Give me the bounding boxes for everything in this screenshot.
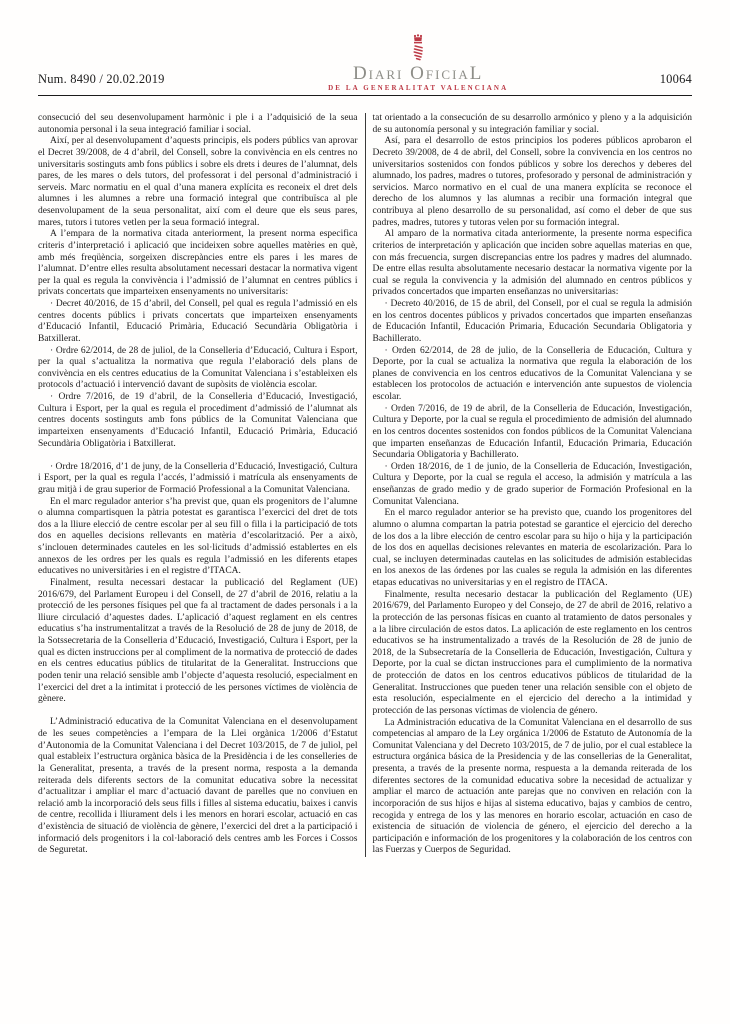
page-header <box>38 34 692 96</box>
paragraph: · Decret 40/2016, de 15 d’abril, del Consell, pel qual es regula l’admissió en els centres docents públics i privats concertats que imparteixen ensenyaments d’Educació Infantil, Educació Primària, Educació Secundària Obligatòria i Batxillerat. <box>38 299 358 344</box>
paragraph: Al amparo de la normativa citada anteriormente, la presente norma especifica criterios de interpretación y aplicación que inciden sobre aquellas materias en que, con más frecuencia, surgen discrepancias entre los padres y madres del alumnado. De entre ellas resulta absolutamente necesario destacar la normativa vigente por la cual se regula la convivencia y la admisión del alumnado en centros públicos y privados concertados que imparten enseñanzas no universitarias: <box>372 229 692 298</box>
page-number: 10064 <box>659 72 692 86</box>
paragraph: · Orden 7/2016, de 19 de abril, de la Conselleria de Educación, Investigación, Cultura y Deporte, por la cual se regula el procedimiento de admisión del alumnado en los centros docentes sostenidos con fondos públicos de la Comunitat Valenciana que imparten enseñanzas de Educación Infantil, Educación Primaria, Educación Secundaria Obligatoria y Bachillerato. <box>372 403 692 461</box>
paragraph: · Ordre 62/2014, de 28 de juliol, de la Conselleria d’Educació, Cultura i Esport, per la qual s’actualitza la normativa que regula l’elaboració dels plans de convivència en els centres educatius de la Comunitat Valenciana i s’estableixen els protocols d’actuació i intervenció davant de supòsits de violència escolar. <box>38 345 358 391</box>
logo-title: Diari OficiaL <box>352 63 484 84</box>
paragraph: consecució del seu desenvolupament harmònic i ple i a l’adquisició de la seua autonomia personal i la seua integració familiar i social. <box>38 113 358 135</box>
paragraph: · Decreto 40/2016, de 15 de abril, del Consell, por el cual se regula la admisión en los centros docentes públicos y privados concertados que imparten enseñanzas de Educación Infantil, Educación Primaria, Educación Secundaria Obligatoria y Bachillerato. <box>372 299 692 344</box>
paragraph: L’Administració educativa de la Comunitat Valenciana en el desenvolupament de les seues competències a l’empara de la Llei orgànica 1/2006 d’Estatut d’Autonomia de la Comunitat Valenciana i del Decret 103/2015, de 7 de juliol, pel qual estableix l’estructura orgànica bàsica de la Presidència i de les conselleries de la Generalitat, presenta, a través de la present norma, resposta a la demanda reiterada dels diferents sectors de la comunitat educativa sobre la necessitat d’actualitzar i ampliar el marc d’actuació davant de parelles que no conviuen en relació amb la incorporació dels seus fills i filles al sistema educatiu, baixes i canvis de centre, recollida i lliurament dels i les menors en horari escolar, actuació en cas d’existència de situació de violència de gènere, l’exercici del dret a la participació i informació dels progenitors i la col·laboració dels centres amb les Forces i Cossos de Seguretat. <box>38 717 358 856</box>
paragraph: · Ordre 18/2016, d’1 de juny, de la Conselleria d’Educació, Investigació, Cultura i Esport, per la qual es regula l’accés, l’admissió i matrícula als ensenyaments de grau mitjà i de grau superior de Formació Professional a la Comunitat Valenciana. <box>38 461 358 495</box>
paragraph: En el marc regulador anterior s’ha previst que, quan els progenitors de l’alumne o alumna compartisquen la pàtria potestat es garantisca l’exercici del dret de tots dos a la lliure elecció de centre escolar per al seu fill o filla i la participació de tots dos en aquelles decisions rellevants en matèria d’escolarització. Per a això, s’inclouen determinades cauteles en les sol·licituds d’admissió establertes en els annexos de les ordres per les quals es regula l’admissió en les diferents etapes educatives no universitàries i en el registre d’ITACA. <box>38 496 358 577</box>
issue-number: Num. 8490 / 20.02.2019 <box>38 72 165 86</box>
paragraph: Así, para el desarrollo de estos principios los poderes públicos aprobaron el Decreto 39/2008, de 4 de abril, del Consell, sobre la convivencia en los centros no universitarios sostenidos con fondos públicos y sobre los derechos y deberes del alumnado, los padres, madres o tutores, profesorado y personal de administración y servicios. Marco normativo en el cual de una manera explícita se reconoce el derecho de los alumnos y las alumnas a recibir una formación integral que contribuya al pleno desarrollo de su personalidad, así como el deber de que sus padres, madres, tutores y tutoras velen por su formación integral. <box>372 136 692 228</box>
paragraph: · Ordre 7/2016, de 19 d’abril, de la Conselleria d’Educació, Investigació, Cultura i Esport, per la qual es regula el procediment d’admissió de l’alumnat als centres docents sostinguts amb fons públics de la Comunitat Valenciana que imparteixen ensenyaments d’Educació Infantil, Educació Primària, Educació Secundària Obligatòria i Batxillerat. <box>38 392 358 449</box>
paragraph: tat orientado a la consecución de su desarrollo armónico y pleno y a la adquisición de su autonomía personal y su integración familiar y social. <box>372 113 692 135</box>
two-column-body <box>38 113 692 857</box>
paragraph: La Administración educativa de la Comunitat Valenciana en el desarrollo de sus competencias al amparo de la Ley orgánica 1/2006 de Estatuto de Autonomía de la Comunitat Valenciana y del Decreto 103/2015, de 7 de julio, por el cual establece la estructura orgánica básica de la Presidencia y de las consellerias de la Generalitat, presenta, a través de la presente norma, respuesta a la demanda reiterada de los diferentes sectores de la comunidad educativa sobre la necesidad de actualizar y ampliar el marco de actuación ante parejas que no conviven en relación con la incorporación de sus hijos e hijas al sistema educativo, bajas y cambios de centro, recogida y entrega de los y las menores en horario escolar, actuación en caso de existencia de situación de violencia de género, el ejercicio del derecho a la participación e información de los progenitores y la colaboración de los centros con las Fuerzas y Cuerpos de Seguridad. <box>372 717 692 856</box>
dogv-logo <box>328 34 508 92</box>
column-valencian <box>38 113 358 857</box>
column-divider <box>365 113 366 857</box>
column-spanish <box>373 113 693 857</box>
paragraph: Finalment, resulta necessari destacar la publicació del Reglament (UE) 2016/679, del Parlament Europeu i del Consell, de 27 d’abril de 2016, relatiu a la protecció de les persones físiques pel que fa al tractament de dades personals i a la lliure circulació d’aquestes dades. L’aplicació d’aquest reglament en els centres educatius s’ha instrumentalitzat a través de la Resolució de 28 de juny de 2018, de la Sotssecretaria de la Conselleria d’Educació, Investigació, Cultura i Esport, per la qual es dicten instruccions per al compliment de la normativa de protecció de dades en els centres educatius públics de titularitat de la Generalitat. Instruccions que poden tenir una relació sensible amb l’objecte d’aquesta resolució, especialment en l’exercici del dret a la intimitat i protecció de les persones víctimes de violència de gènere. <box>38 577 358 705</box>
logo-subtitle: DE LA GENERALITAT VALENCIANA <box>328 84 509 92</box>
paragraph: · Orden 62/2014, de 28 de julio, de la Conselleria de Educación, Cultura y Deporte, por la cual se actualiza la normativa que regula la elaboración de los planes de convivencia en los centros educativos de la Comunitat Valenciana y se establecen los protocolos de actuación e intervención ante supuestos de violencia escolar. <box>372 345 692 402</box>
paragraph: · Orden 18/2016, de 1 de junio, de la Conselleria de Educación, Investigación, Cultura y Deporte, por la cual se regula el acceso, la admisión y matrícula a las enseñanzas de grado medio y de grado superior de Formación Profesional en la Comunitat Valenciana. <box>372 461 692 507</box>
paragraph: Així, per al desenvolupament d’aquests principis, els poders públics van aprovar el Decret 39/2008, de 4 d’abril, del Consell, sobre la convivència en els centres no universitaris sostinguts amb fons públics i sobre els drets i deures de l’alumnat, dels pares, de les mares o dels tutors, del professorat i del personal d’administració i serveis. Marc normatiu en el qual d’una manera explícita es reconeix el dret dels alumnes i les alumnes a rebre una formació integral que contribuïsca al ple desenvolupament de la seua personalitat, així com el deure que els seus pares, mares, tutors i tutores vetlen per la seua formació integral. <box>38 136 358 228</box>
paragraph: En el marco regulador anterior se ha previsto que, cuando los progenitores del alumno o alumna compartan la patria potestad se garantice el ejercicio del derecho de los dos a la libre elección de centro escolar para su hijo o hija y la participación de los dos en aquellas decisiones relevantes en materia de escolarización. Para lo cual, se incluyen determinadas cautelas en las solicitudes de admisión establecidas en los anexos de las órdenes por las cuales se regula la admisión en las diferentes etapas educativas no universitarias y en el registro de ITACA. <box>372 508 692 588</box>
paragraph: Finalmente, resulta necesario destacar la publicación del Reglamento (UE) 2016/679, del Parlamento Europeo y del Consejo, de 27 de abril de 2016, relativo a la protección de las personas físicas en cuanto al tratamiento de datos personales y a la libre circulación de estos datos. La aplicación de este reglamento en los centros educativos se ha instrumentalizado a través de la Resolución de 28 de junio de 2018, de la Subsecretaría de la Conselleria de Educación, Investigación, Cultura y Deporte, por la cual se dictan instrucciones para el cumplimiento de la normativa de protección de datos en los centros educativos públicos de titularidad de la Generalitat. Instrucciones que pueden tener una relación sensible con el objeto de esta resolución, especialmente en el ejercicio del derecho a la intimidad y protección de las personas víctimas de violencia de género. <box>372 589 692 716</box>
header-rule <box>38 95 692 96</box>
valencian-coat-of-arms-icon <box>411 34 425 62</box>
paragraph: A l’empara de la normativa citada anteriorment, la present norma especifica criteris d’interpretació i aplicació que incideixen sobre aquelles matèries en què, amb més freqüència, sorgeixen discrepàncies entre els pares i les mares de l’alumnat. D’entre elles resulta absolutament necessari destacar la normativa vigent per la qual es regula la convivència i l’admissió de l’alumnat en centres públics i privats concertats que imparteixen ensenyaments no universitaris: <box>38 229 358 298</box>
